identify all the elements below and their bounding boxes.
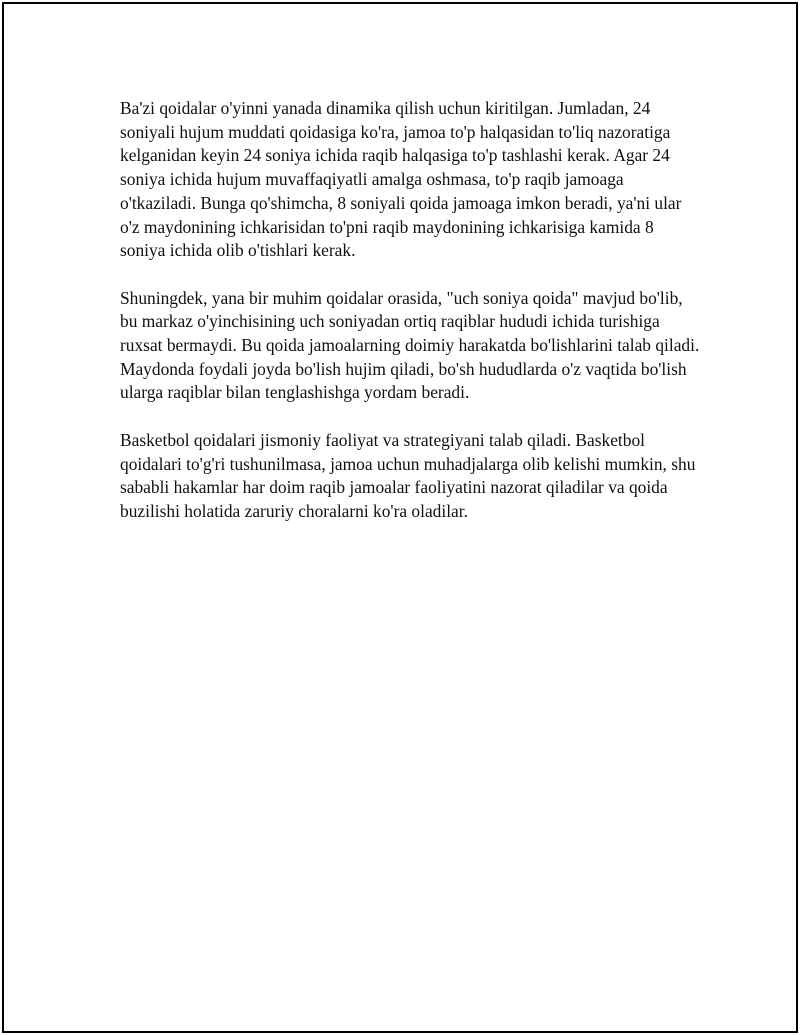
paragraph-3: Basketbol qoidalari jismoniy faoliyat va strategiyani talab qiladi. Basketbol qoidalari to'g'ri tushunilmasa, jamoa uchun muhadjalarga olib kelishi mumkin, shu sababli hakamlar har doim raqib jamoalar faoliyatini nazorat qiladilar va qoida buzilishi holatida zaruriy choralarni ko'ra oladilar. [120, 429, 696, 521]
page-frame [2, 2, 798, 1033]
paragraph-1: Ba'zi qoidalar o'yinni yanada dinamika qilish uchun kiritilgan. Jumladan, 24 soniyali hujum muddati qoidasiga ko'ra, jamoa to'p halqasidan to'liq nazoratiga kelganidan keyin 24 soniya ichida raqib halqasiga to'p tashlashi kerak. Agar 24 soniya ichida hujum muvaffaqiyatli amalga oshmasa, to'p raqib jamoaga o'tkaziladi. Bunga qo'shimcha, 8 soniyali qoida jamoaga imkon beradi, ya'ni ular o'z maydonining ichkarisidan to'pni raqib maydonining ichkarisiga kamida 8 soniya ichida olib o'tishlari kerak. [120, 98, 682, 261]
document-body [120, 97, 700, 547]
paragraph-2: Shuningdek, yana bir muhim qoidalar orasida, "uch soniya qoida" mavjud bo'lib, bu markaz o'yinchisining uch soniyadan ortiq raqiblar hududi ichida turishiga ruxsat bermaydi. Bu qoida jamoalarning doimiy harakatda bo'lishlarini talab qiladi. Maydonda foydali joyda bo'lish hujim qiladi, bo'sh hududlarda o'z vaqtida bo'lish ularga raqiblar bilan tenglashishga yordam beradi. [120, 287, 700, 403]
